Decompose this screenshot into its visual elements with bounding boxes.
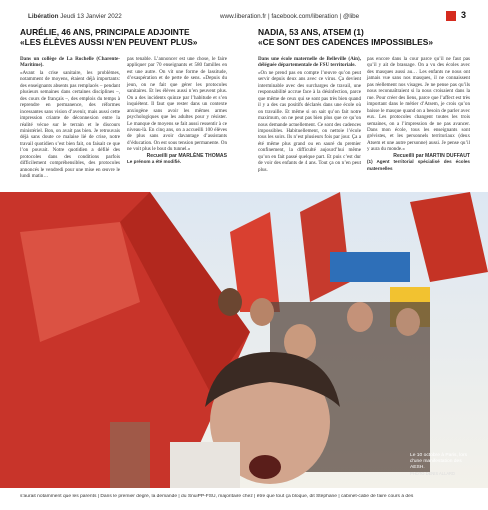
right-article-footnote: (1) Agent territorial spécialisé des écoles maternelles (367, 159, 470, 171)
right-article-col2 (367, 56, 470, 172)
header-links[interactable]: www.liberation.fr | facebook.com/liberation | @libe (220, 13, 360, 20)
left-article-col2 (127, 56, 227, 166)
right-article-body-1: «On ne prend pas en compte l’œuvre qu’on peut servir depuis deux ans avec ce virus. Ça devient interminable avec des surcharges de travail, une responsabilité accrue face à la désinfection, parce que même de ceux qui se sont pas très bien quand il y a des cas positifs déclarés dans une école où on travaille. Et même si on sait qu’on fait notre maximum, on ne peut pas bien plus que ce qu’on nous demande actuellement. Ce sont des cadences impossibles. Habituellement, on nettoie l’école tous les soirs. Ils n’est plusieurs fois par jour. Ça a été même plus grand ou en sauré du premier confinement, la difficulté aujourd’hui même qu’on en fait passé quelque part. Et puis c’est dur de voir des enfants de 4 ans. Tout ça on n’en peut plus. (258, 69, 361, 173)
right-article-title: NADIA, 53 ANS, ATSEM (1) (258, 27, 364, 37)
right-article-body-2: pas encore dans la cour parce qu’il ne faut pas qu’il y ait de brassage. On a vu des écoles avec des masques aussi au… Les enfants ne nous ont jamais vue sans nos masques, il ne connaissent pas réellement nos visages. Je ne pense pas qu’ils nous reconnaîtraient si la nous croisaient dans la rue. Pour créer des liens, parce que l’affect est très important dans le métier d’Atsem, je crois qu’on baisse le masque quand on a besoin de parler avec eux. Les protocoles changent toutes les trois semaines, on a l’impression de ne pas avancer. Dans mon école, tous les enseignants sont grévistes, et les personnels territoriaux (deux Atsem et une autre personne) aussi. Je pense qu’il y aura du monde.» (367, 56, 470, 153)
photo-credit: PHOTO DENIS ALLARD (410, 471, 455, 476)
left-article-lead: Dans un collège de La Rochelle (Charente-Maritime). (20, 56, 120, 69)
page-number: 3 (460, 10, 466, 20)
protest-photo-illustration (0, 192, 488, 488)
right-article-heading (258, 28, 470, 53)
photo-caption-text: Le 10 octobre à Paris, lors d’une manifestation des AESH. (410, 453, 468, 470)
left-article-body-1: «Avant la crise sanitaire, les problèmes, notamment de moyens, étaient déjà importants: des enseignants absents pas remplacés – pendant plusieurs semaines dans certaines disciplines –, des cours de français –, des emplois du temps à reprendre en permanence, des réformes incessantes sans vision d’avenir, mais aussi cette impression criante de déconnexion entre la réalité vécue sur le terrain et le discours ministériel. Bon, on avait pas bien. Je retrouvais déjà sans doute ce malaise lié de crise, notre travail quotidien s’est bien fait, on faisait ce que l’on pouvait. Notre quotidien a défilé des protocoles dans des conditions parfois difficilement compréhensibles, des protocoles annoncés le vendredi pour une mise en œuvre le lundi matin… (20, 69, 120, 180)
left-article-title: AURÉLIE, 46 ANS, PRINCIPALE ADJOINTE (20, 27, 190, 37)
left-article-footnote: Le prénom a été modifié. (127, 159, 182, 165)
page-footer: s’aurait notamment que les parents | Dans le premier degré, la demande | du SnuiPP-FSU, majoritaire chez | être que tout ça bloque, dit Stéphane | cabinet-cabe de faire cours à des (20, 494, 414, 499)
left-article-quote: «LES ÉLÈVES AUSSI N’EN PEUVENT PLUS» (20, 36, 198, 47)
left-article-col1 (20, 56, 120, 180)
right-article-lead: Dans une école maternelle de Belleville (Ain), déléguée départementale de FSU territoriale. (258, 56, 361, 69)
protest-photo (0, 192, 488, 488)
right-article-signature: Recueilli par MARTIN DUFFAUT (393, 152, 470, 159)
left-article-heading (20, 28, 225, 53)
header-paper: Libération (28, 13, 59, 20)
right-article-quote: «CE SONT DES CADENCES IMPOSSIBLES» (258, 36, 433, 47)
left-article-body-2: pas tenable. L’annoncer est une chose, le faire appliquer par 70 enseignants et 580 familles en est une autre. On vit une forme de lassitude, d’exaspération et de perte de sens. «Depuis du jeun, on ne fait que gérer les protocoles sanitaires. Et les élèves aussi n’en peuvent plus. On a des incidents quinze par l’habitude et s’en inquiétent. Il faut que rester dans un contexte anxiogène sans avoir les mêmes armes psychologiques que les adultes pour y résister. Le manque de moyens se fait aussi ressentir à ce niveau-là. En cinq ans, on a accueilli 100 élèves de plus sans avoir davantage d’assistants d’éducation. On est sous tension permanente. On ne voit plus le bout du tunnel.» (127, 56, 227, 153)
right-article-col1 (258, 56, 361, 173)
photo-caption (410, 453, 468, 477)
page-header (20, 10, 466, 24)
header-paper-date (28, 13, 122, 20)
left-article-signature: Recueilli par MARLÈNE THOMAS (146, 152, 227, 159)
header-red-square (446, 11, 456, 21)
header-date: Jeudi 13 Janvier 2022 (60, 13, 122, 20)
